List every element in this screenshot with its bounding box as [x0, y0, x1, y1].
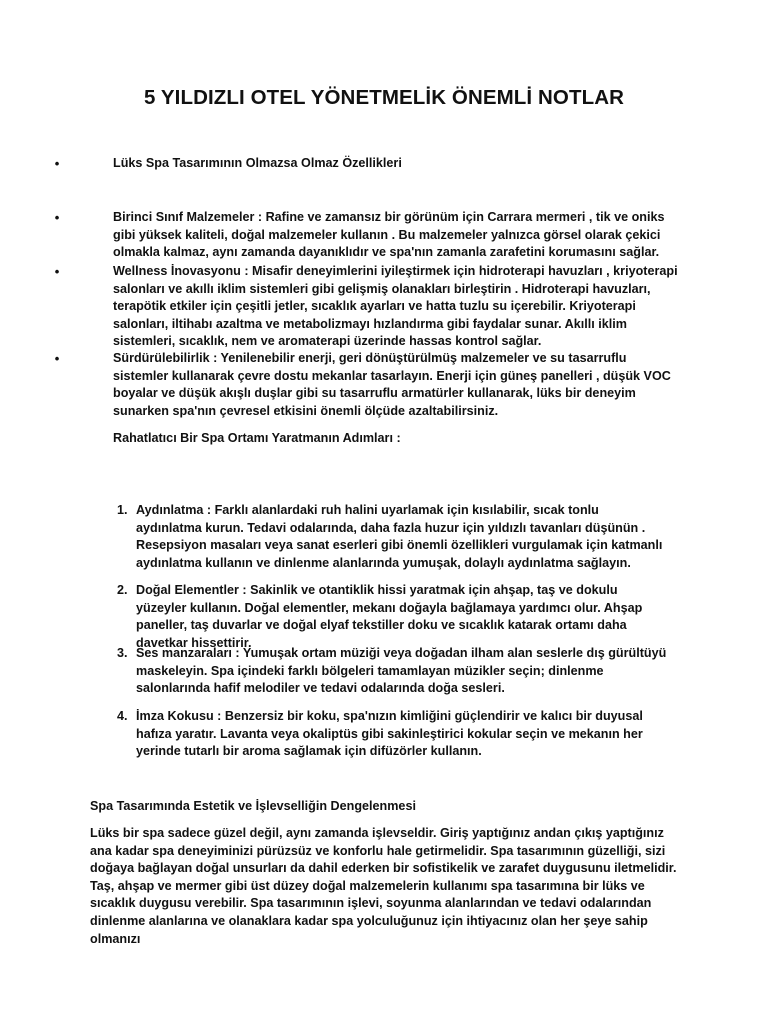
list-item-text: İmza Kokusu : Benzersiz bir koku, spa'nızın kimliğini güçlendirir ve kalıcı bir duyusal hafıza yaratır. Lavanta veya okaliptüs gibi sakinleştirici kokular seçin ve mekanın her yerinde tutarlı bir aroma sağlamak için difüzörler kullanın. — [136, 709, 643, 759]
bullet-premium-materials: • Birinci Sınıf Malzemeler : Rafine ve zamansız bir görünüm için Carrara mermeri , tik ve oniks gibi yüksek kaliteli, doğal malzemeler kullanın . Bu malzemeler yalnızca görsel olarak çekici olmakla kalmaz, aynı zamanda dayanıklıdır ve spa'nın zamanla zarafetini korumasını sağlar. — [113, 209, 681, 262]
subheading-relaxing-steps: Rahatlatıcı Bir Spa Ortamı Yaratmanın Adımları : — [113, 431, 401, 445]
list-item-text: Aydınlatma : Farklı alanlardaki ruh halini uyarlamak için kısılabilir, sıcak tonlu aydınlatma kurun. Tedavi odalarında, daha fazla huzur için yıldızlı tavanları düşünün . Resepsiyon masaları veya sanat eserleri gibi önemli özellikleri vurgulamak için katmanlı aydınlatma kullanın ve dinlenme alanlarında yumuşak, dolaylı aydınlatma sağlayın. — [136, 503, 663, 570]
body-paragraph: Lüks bir spa sadece güzel değil, aynı zamanda işlevseldir. Giriş yaptığınız andan çıkış yaptığınız ana kadar spa deneyiminizi pürüzsüz ve konforlu hale getirmelidir. Spa tasarımının güzelliği, sizi doğaya bağlayan doğal unsurları da dahil ederken bir sofistikelik ve zarafet duygusunu iletmelidir. Taş, ahşap ve mermer gibi üst düzey doğal malzemelerin kullanımı spa tasarımına bir lüks ve sıcaklık duygusu verebilir. Spa tasarımının işlevi, soyunma alanlarından ve tedavi odalarından dinlenme alanlarına ve olanaklara kadar spa yolculuğunuz için ihtiyacınız olan her şeye sahip olmanızı — [90, 826, 677, 946]
bullet-spa-features-heading: • Lüks Spa Tasarımının Olmazsa Olmaz Özellikleri — [113, 155, 681, 173]
list-item-natural-elements — [117, 582, 668, 652]
list-item-text: Ses manzaraları : Yumuşak ortam müziği veya doğadan ilham alan seslerle dış gürültüyü maskeleyin. Spa içindeki farklı bölgeleri tamamlayan müzikler seçin; dinlenme salonlarında hafif melodiler ve tedavi odalarında doğa sesleri. — [136, 646, 667, 696]
bullet-wellness-innovation: • Wellness İnovasyonu : Misafir deneyimlerini iyileştirmek için hidroterapi havuzları , kriyoterapi salonları ve akıllı iklim sistemleri gibi gelişmiş olanakları birleştirin . Hidroterapi havuzları, terapötik etkiler için çeşitli jetler, sıcaklık ayarları ve hatta tuzlu su içerebilir. Kriyoterapi salonları, iltihabı azaltma ve metabolizmayı hızlandırma gibi faydalar sunar. Akıllı iklim sistemleri, sıcaklık, nem ve aromaterapi üzerinde hassas kontrol sağlar. — [113, 263, 681, 351]
list-number: 2. — [117, 583, 128, 597]
subheading-aesthetics-balance: Spa Tasarımında Estetik ve İşlevselliğin Dengelenmesi — [90, 799, 416, 813]
list-item-text: Doğal Elementler : Sakinlik ve otantiklik hissi yaratmak için ahşap, taş ve dokulu yüzeyler kullanın. Doğal elementler, mekanı doğayla bağlamaya yardımcı olur. Ahşap paneller, taş duvarlar ve doğal elyaf tekstiller doku ve sıcaklık katarak ortamı daha davetkar hissettirir. — [136, 583, 643, 650]
list-item-signature-scent — [117, 708, 668, 761]
list-item-soundscapes — [117, 645, 668, 698]
list-item-lighting — [117, 502, 668, 572]
bullet-sustainability: • Sürdürülebilirlik : Yenilenebilir enerji, geri dönüştürülmüş malzemeler ve su tasarruflu sistemler kullanarak çevre dostu mekanlar tasarlayın. Enerji için güneş panelleri , düşük VOC boyalar ve düşük akışlı duşlar gibi su tasarruflu armatürler kullanarak, lüks bir deneyim sunarken spa'nın çevresel etkisini önemli ölçüde azaltabilirsiniz. — [113, 350, 681, 420]
page-title: 5 YILDIZLI OTEL YÖNETMELİK ÖNEMLİ NOTLAR — [143, 86, 625, 109]
list-number: 1. — [117, 503, 128, 517]
list-number: 4. — [117, 709, 128, 723]
list-number: 3. — [117, 646, 128, 660]
